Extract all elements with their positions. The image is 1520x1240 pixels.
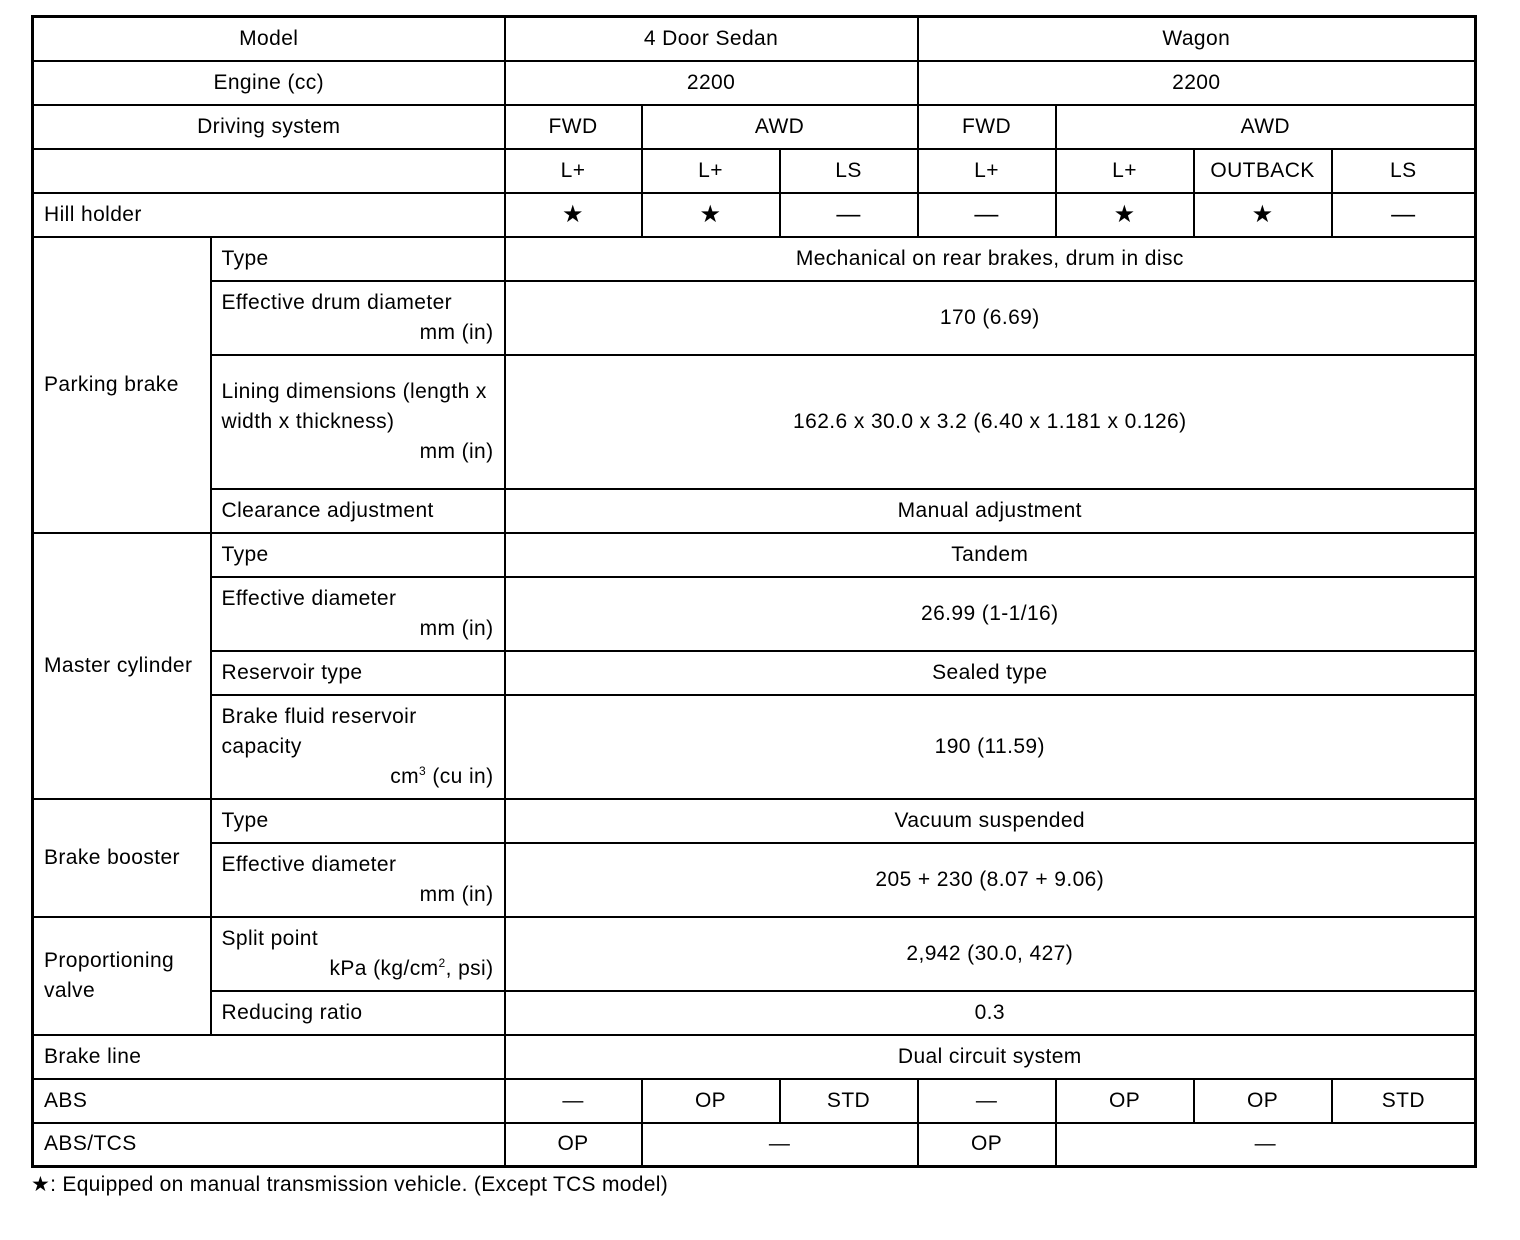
clearance-label: Clearance adjustment [211, 489, 505, 533]
row-drum-diameter [33, 281, 1476, 355]
booster-diameter-text: Effective diameter [221, 852, 397, 876]
row-lining-dimensions [33, 355, 1476, 489]
grade-cell: OUTBACK [1194, 149, 1332, 193]
master-type-label: Type [211, 533, 505, 577]
master-diameter-value: 26.99 (1-1/16) [505, 577, 1476, 651]
abs-cell: — [918, 1079, 1056, 1123]
grade-cell: L+ [918, 149, 1056, 193]
row-engine [33, 61, 1476, 105]
row-reservoir-type [33, 651, 1476, 695]
abs-cell: STD [780, 1079, 918, 1123]
master-type-value: Tandem [505, 533, 1476, 577]
split-point-unit [222, 954, 494, 984]
model-label: Model [33, 17, 505, 61]
dash-icon: — [1332, 193, 1476, 237]
booster-diameter-value: 205 + 230 (8.07 + 9.06) [505, 843, 1476, 917]
row-split-point [33, 917, 1476, 991]
row-brake-line [33, 1035, 1476, 1079]
abs-tcs-sedan-awd: — [642, 1123, 918, 1167]
master-diameter-text: Effective diameter [221, 586, 397, 610]
drum-diameter-value: 170 (6.69) [505, 281, 1476, 355]
booster-type-label: Type [211, 799, 505, 843]
row-driving-system [33, 105, 1476, 149]
split-point-value: 2,942 (30.0, 427) [505, 917, 1476, 991]
parking-brake-group: Parking brake [33, 237, 211, 533]
master-diameter-unit: mm (in) [419, 616, 494, 640]
grade-cell: L+ [642, 149, 780, 193]
split-unit-sup: 2 [438, 955, 446, 970]
dash-icon: — [918, 193, 1056, 237]
capacity-unit-rest: (cu in) [426, 764, 494, 788]
sedan-awd: AWD [642, 105, 918, 149]
capacity-unit-base: cm [390, 764, 420, 788]
dash-icon: — [780, 193, 918, 237]
wagon-header: Wagon [918, 17, 1476, 61]
abs-tcs-label: ABS/TCS [33, 1123, 505, 1167]
star-icon: ★ [505, 193, 642, 237]
sedan-fwd: FWD [505, 105, 642, 149]
row-abs [33, 1079, 1476, 1123]
grade-cell: LS [1332, 149, 1476, 193]
sedan-header: 4 Door Sedan [505, 17, 918, 61]
brake-booster-group: Brake booster [33, 799, 211, 917]
abs-tcs-sedan-fwd: OP [505, 1123, 642, 1167]
drum-diameter-unit: mm (in) [419, 320, 494, 344]
sedan-engine: 2200 [505, 61, 918, 105]
row-booster-diameter [33, 843, 1476, 917]
master-cylinder-group: Master cylinder [33, 533, 211, 799]
row-master-diameter [33, 577, 1476, 651]
wagon-awd: AWD [1056, 105, 1476, 149]
footnote: ★: Equipped on manual transmission vehicle. (Except TCS model) [31, 1173, 668, 1196]
abs-cell: OP [1194, 1079, 1332, 1123]
grade-cell: L+ [505, 149, 642, 193]
capacity-value: 190 (11.59) [505, 695, 1476, 799]
abs-cell: STD [1332, 1079, 1476, 1123]
capacity-label [211, 695, 505, 799]
row-reservoir-capacity [33, 695, 1476, 799]
parking-type-label: Type [211, 237, 505, 281]
proportioning-valve-group: Proportioning valve [33, 917, 211, 1035]
row-booster-type [33, 799, 1476, 843]
lining-text: Lining dimensions (length x width x thickness) [221, 379, 487, 433]
row-reducing-ratio [33, 991, 1476, 1035]
split-unit-rest: , psi) [445, 956, 494, 980]
reducing-ratio-value: 0.3 [505, 991, 1476, 1035]
booster-diameter-unit: mm (in) [419, 882, 494, 906]
grade-label-empty [33, 149, 505, 193]
reservoir-label: Reservoir type [211, 651, 505, 695]
reducing-ratio-label: Reducing ratio [211, 991, 505, 1035]
engine-label: Engine (cc) [33, 61, 505, 105]
row-clearance [33, 489, 1476, 533]
parking-type-value: Mechanical on rear brakes, drum in disc [505, 237, 1476, 281]
brake-line-value: Dual circuit system [505, 1035, 1476, 1079]
wagon-engine: 2200 [918, 61, 1476, 105]
row-master-type [33, 533, 1476, 577]
abs-cell: — [505, 1079, 642, 1123]
split-point-text: Split point [221, 926, 319, 950]
brake-line-label: Brake line [33, 1035, 505, 1079]
drum-diameter-text: Effective drum diameter [221, 290, 453, 314]
star-icon: ★ [1056, 193, 1194, 237]
lining-label [211, 355, 505, 489]
capacity-unit [222, 762, 494, 792]
split-point-label [211, 917, 505, 991]
hill-holder-label: Hill holder [33, 193, 505, 237]
wagon-fwd: FWD [918, 105, 1056, 149]
capacity-unit-sup: 3 [419, 763, 427, 778]
abs-tcs-wagon-awd: — [1056, 1123, 1476, 1167]
master-diameter-label [211, 577, 505, 651]
grade-cell: LS [780, 149, 918, 193]
brake-spec-table [31, 15, 1477, 1168]
star-icon: ★ [642, 193, 780, 237]
row-abs-tcs [33, 1123, 1476, 1167]
abs-cell: OP [1056, 1079, 1194, 1123]
lining-unit: mm (in) [419, 439, 494, 463]
booster-type-value: Vacuum suspended [505, 799, 1476, 843]
clearance-value: Manual adjustment [505, 489, 1476, 533]
row-hill-holder [33, 193, 1476, 237]
abs-label: ABS [33, 1079, 505, 1123]
abs-cell: OP [642, 1079, 780, 1123]
reservoir-value: Sealed type [505, 651, 1476, 695]
driving-label: Driving system [33, 105, 505, 149]
abs-tcs-wagon-fwd: OP [918, 1123, 1056, 1167]
lining-value: 162.6 x 30.0 x 3.2 (6.40 x 1.181 x 0.126) [505, 355, 1476, 489]
grade-cell: L+ [1056, 149, 1194, 193]
row-model [33, 17, 1476, 61]
row-parking-type [33, 237, 1476, 281]
row-grade [33, 149, 1476, 193]
drum-diameter-label [211, 281, 505, 355]
star-icon: ★ [1194, 193, 1332, 237]
capacity-text: Brake fluid reservoir capacity [221, 704, 417, 758]
booster-diameter-label [211, 843, 505, 917]
split-unit-base: kPa (kg/cm [329, 956, 439, 980]
